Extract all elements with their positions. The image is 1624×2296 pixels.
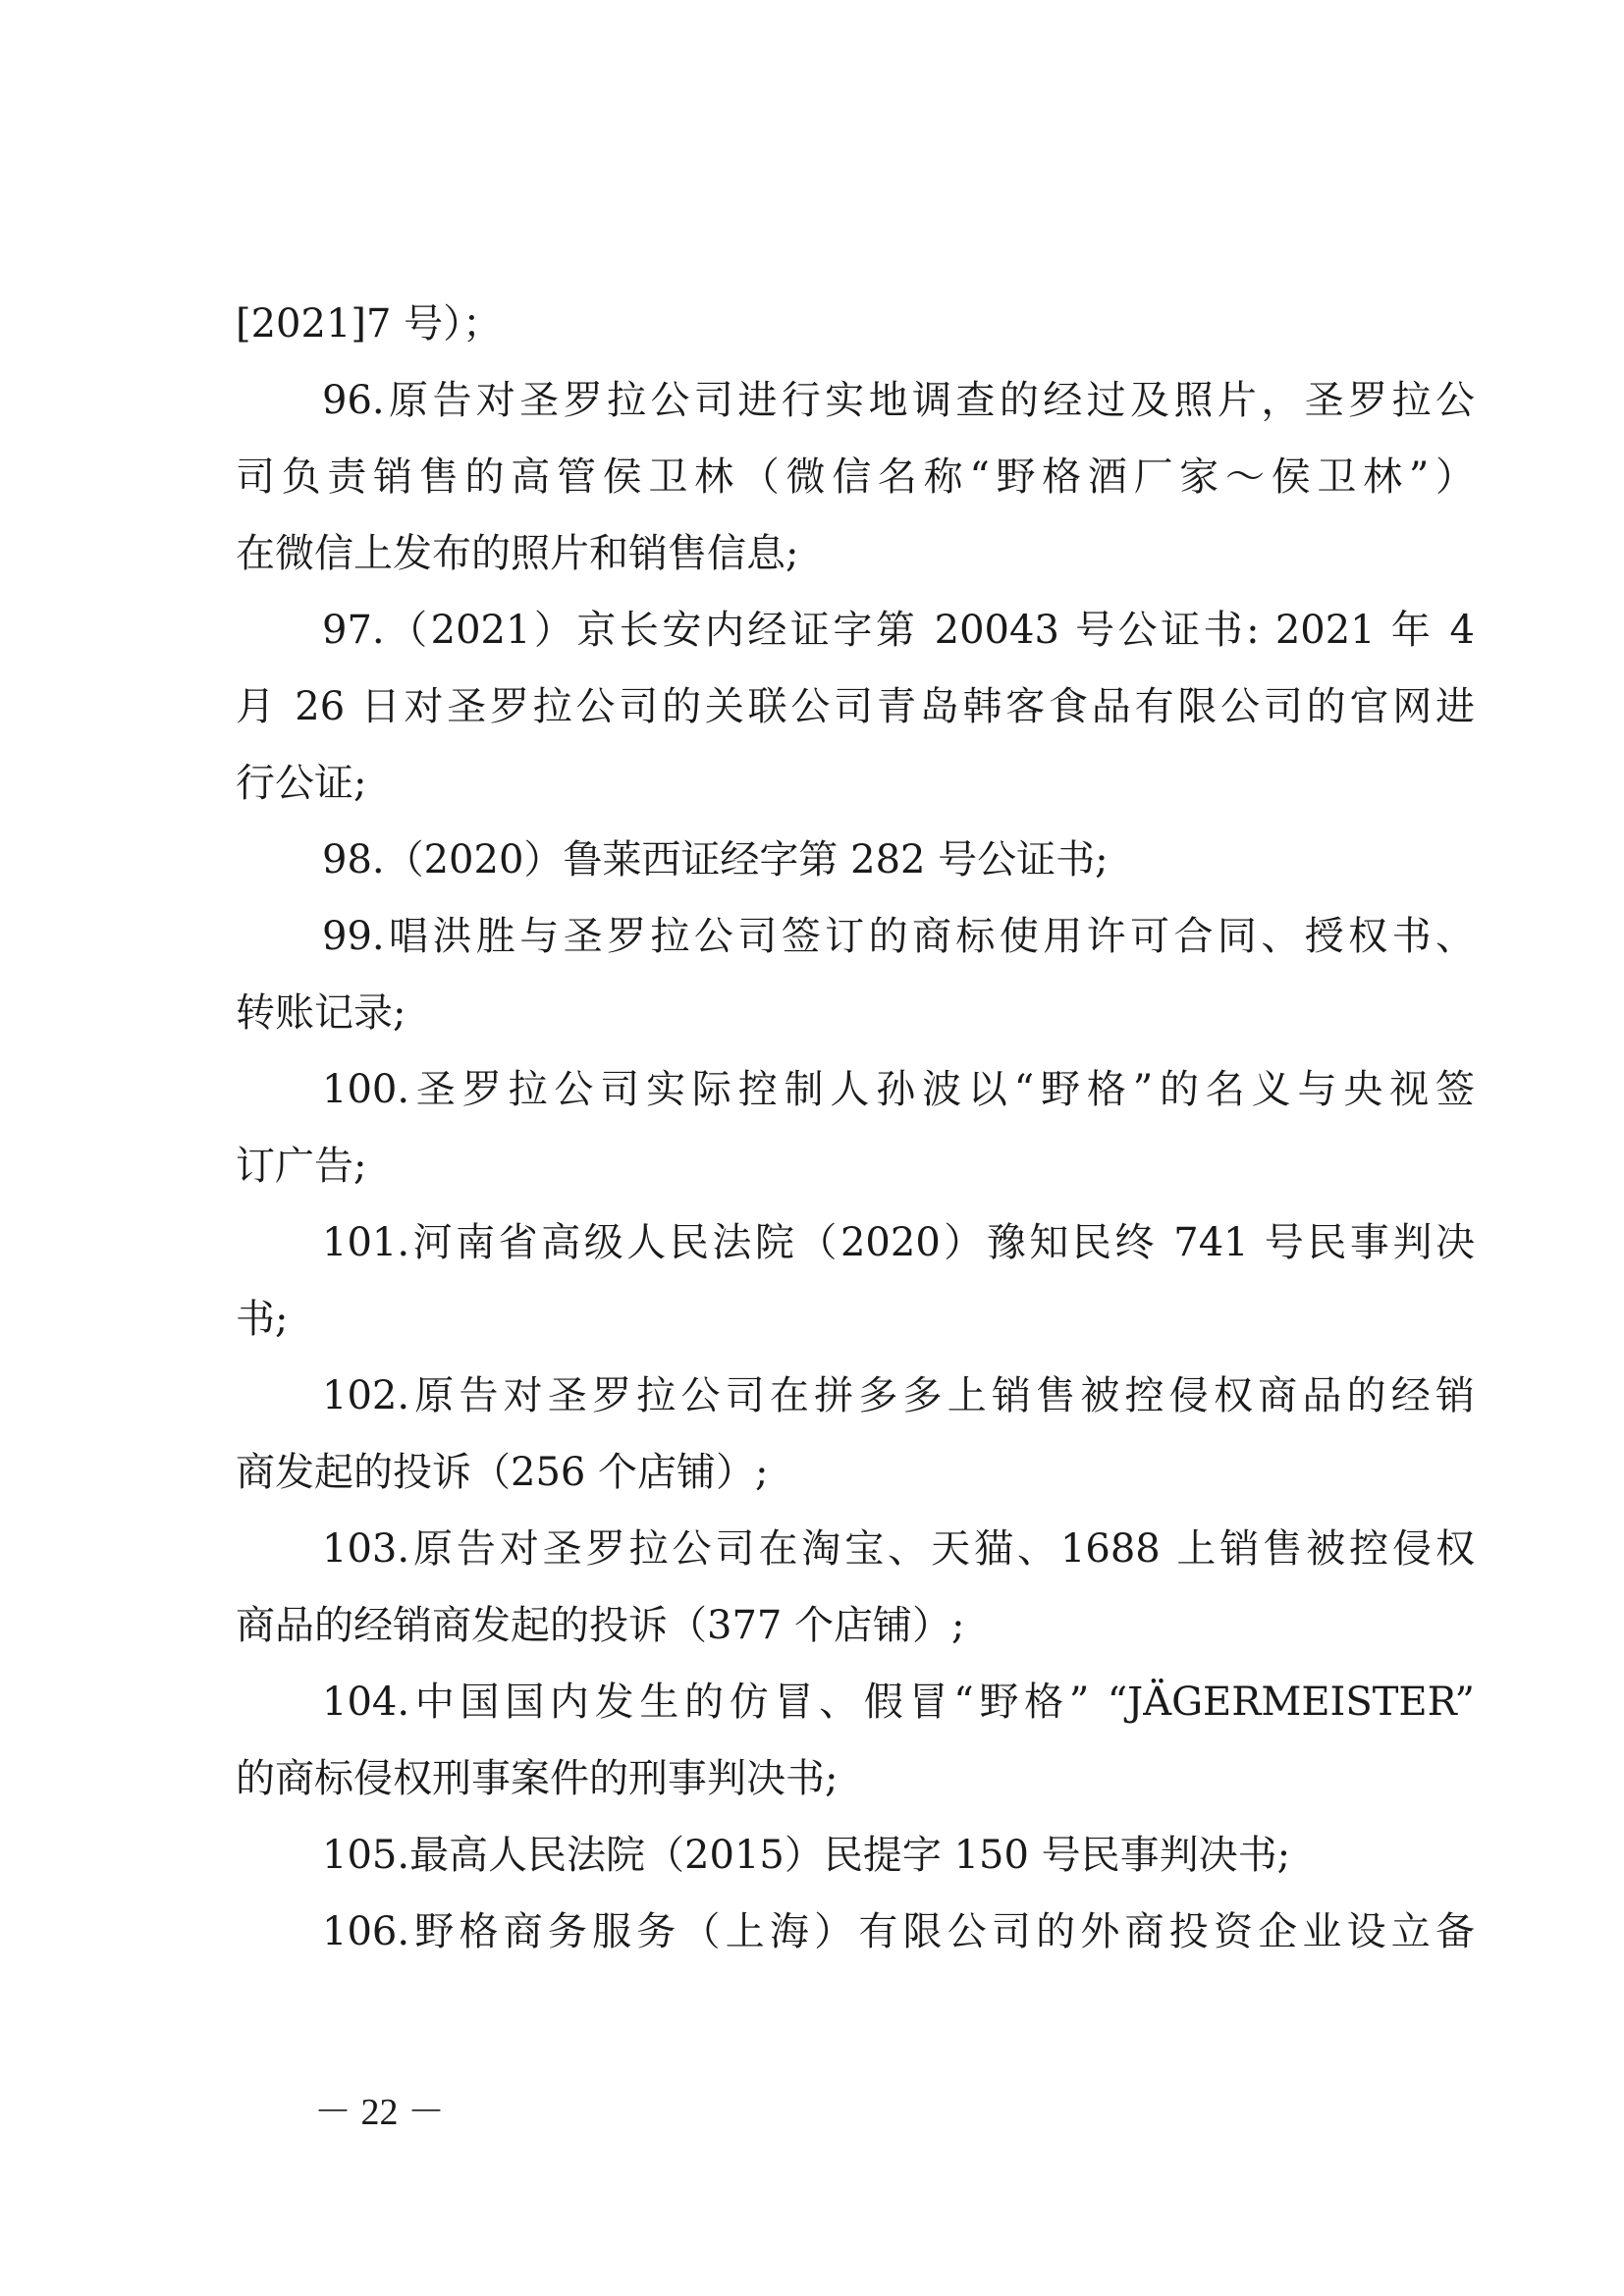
text-line: 书; (236, 1297, 289, 1342)
text-line: 98.（2020）鲁莱西证经字第 282 号公证书; (322, 837, 1109, 882)
text-line: 100.圣罗拉公司实际控制人孙波以“野格”的名义与央视签 (322, 1067, 1475, 1112)
text-line: 月 26 日对圣罗拉公司的关联公司青岛韩客食品有限公司的官网进 (236, 684, 1475, 729)
text-line: 97.（2021）京长安内经证字第 20043 号公证书: 2021 年 4 (322, 608, 1475, 653)
text-line: 105.最高人民法院（2015）民提字 150 号民事判决书; (322, 1833, 1291, 1878)
page-number: － 22 － (314, 2092, 446, 2133)
text-line: 101.河南省高级人民法院（2020）豫知民终 741 号民事判决 (322, 1220, 1475, 1265)
text-line: 96.原告对圣罗拉公司进行实地调查的经过及照片，圣罗拉公 (322, 378, 1475, 423)
text-line: 99.唱洪胜与圣罗拉公司签订的商标使用许可合同、授权书、 (322, 914, 1475, 959)
text-line: 商发起的投诉（256 个店铺）; (236, 1450, 769, 1495)
text-line: 商品的经销商发起的投诉（377 个店铺）; (236, 1603, 965, 1648)
text-line: 的商标侵权刑事案件的刑事判决书; (236, 1756, 839, 1801)
text-line: 司负责销售的高管侯卫林（微信名称“野格酒厂家～侯卫林”） (236, 454, 1475, 500)
text-line: 行公证; (236, 761, 367, 806)
text-line: 102.原告对圣罗拉公司在拼多多上销售被控侵权商品的经销 (322, 1373, 1475, 1418)
text-line: 104.中国国内发生的仿冒、假冒“野格” “JÄGERMEISTER” (322, 1680, 1475, 1725)
text-line: 订广告; (236, 1144, 367, 1189)
text-line: 103.原告对圣罗拉公司在淘宝、天猫、1688 上销售被控侵权 (322, 1526, 1475, 1572)
text-line: [2021]7 号）； (236, 301, 503, 347)
text-line: 在微信上发布的照片和销售信息; (236, 531, 799, 576)
text-line: 转账记录; (236, 990, 406, 1036)
text-line: 106.野格商务服务（上海）有限公司的外商投资企业设立备 (322, 1909, 1475, 1954)
